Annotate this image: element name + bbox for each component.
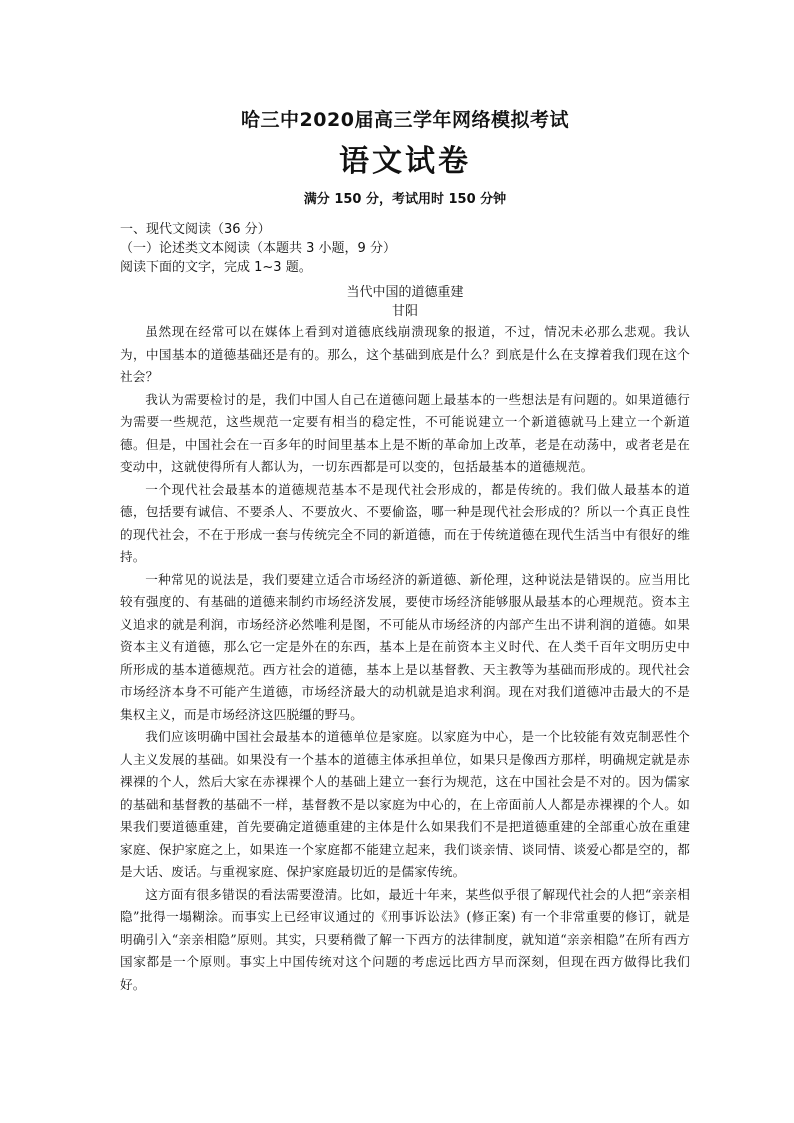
sub-heading: （一）论述类文本阅读（本题共 3 小题，9 分） <box>120 241 396 256</box>
exam-page <box>120 100 690 996</box>
exam-title-year: 2020 <box>299 109 355 131</box>
article-paragraph: 一个现代社会最基本的道德规范基本不是现代社会形成的，都是传统的。我们做人最基本的道德，包括要有诚信、不要杀人、不要放火、不要偷盗，哪一种是现代社会形成的？所以一个真正良性的现代社会，不在于形成一套与传统完全不同的新道德，而在于传统道德在现代生活当中有很好的维持。 <box>120 481 690 564</box>
reading-instruction: 阅读下面的文字，完成 1~3 题。 <box>120 260 312 275</box>
article-paragraph: 虽然现在经常可以在媒体上看到对道德底线崩溃现象的报道，不过，情况未必那么悲观。我认为，中国基本的道德基础还是有的。那么，这个基础到底是什么？到底是什么在支撑着我们现在这个社会？ <box>120 324 690 384</box>
article-author: 甘阳 <box>391 304 418 319</box>
score-info: 满分 150 分，考试用时 150 分钟 <box>303 192 507 207</box>
part-heading: 一、现代文阅读（36 分） <box>120 222 271 237</box>
exam-title <box>120 106 690 134</box>
article-body <box>120 321 690 996</box>
subject-title: 语文试卷 <box>339 144 471 179</box>
exam-title-suffix: 届高三学年网络模拟考试 <box>354 109 569 131</box>
exam-title-prefix: 哈三中 <box>241 109 300 131</box>
article-paragraph: 我认为需要检讨的是，我们中国人自己在道德问题上最基本的一些想法是有问题的。如果道德行为需要一些规范，这些规范一定要有相当的稳定性，不可能说建立一个新道德就马上建立一个新道德。但是，中国社会在一百多年的时间里基本上是不断的革命加上改革，老是在动荡中，或者老是在变动中，这就使得所有人都认为，一切东西都是可以变的，包括最基本的道德规范。 <box>120 391 690 474</box>
article-title: 当代中国的道德重建 <box>346 285 464 300</box>
article-paragraph: 这方面有很多错误的看法需要澄清。比如，最近十年来，某些似乎很了解现代社会的人把“亲亲相隐”批得一塌糊涂。而事实上已经审议通过的《刑事诉讼法》(修正案) 有一个非常重要的修订，就是明确引入“亲亲相隐”原则。其实，只要稍微了解一下西方的法律制度，就知道“亲亲相隐”在所有西方国家都是一个原则。事实上中国传统对这个问题的考虑远比西方早而深刻，但现在西方做得比我们好。 <box>120 886 690 992</box>
article-paragraph: 我们应该明确中国社会最基本的道德单位是家庭。以家庭为中心，是一个比较能有效克制恶性个人主义发展的基础。如果没有一个基本的道德主体承担单位，如果只是像西方那样，明确规定就是赤裸裸的个人，然后大家在赤裸裸个人的基础上建立一套行为规范，这在中国社会是不对的。因为儒家的基础和基督教的基础不一样，基督教不是以家庭为中心的，在上帝面前人人都是赤裸裸的个人。如果我们要道德重建，首先要确定道德重建的主体是什么如果我们不是把道德重建的全部重心放在重建家庭、保护家庭之上，如果连一个家庭都不能建立起来，我们谈亲情、谈同情、谈爱心都是空的，都是大话、废话。与重视家庭、保护家庭最切近的是儒家传统。 <box>120 729 690 879</box>
article-paragraph: 一种常见的说法是，我们要建立适合市场经济的新道德、新伦理，这种说法是错误的。应当用比较有强度的、有基础的道德来制约市场经济发展，要使市场经济能够服从最基本的心理规范。资本主义追求的就是利润，市场经济必然唯利是图，不可能从市场经济的内部产生出不讲利润的道德。如果资本主义有道德，那么它一定是外在的东西，基本上是在前资本主义时代、在人类千百年文明历史中所形成的基本道德规范。西方社会的道德，基本上是以基督教、天主教等为基础而形成的。现代社会市场经济本身不可能产生道德，市场经济最大的动机就是追求利润。现在对我们道德冲击最大的不是集权主义，而是市场经济这匹脱缰的野马。 <box>120 571 690 722</box>
